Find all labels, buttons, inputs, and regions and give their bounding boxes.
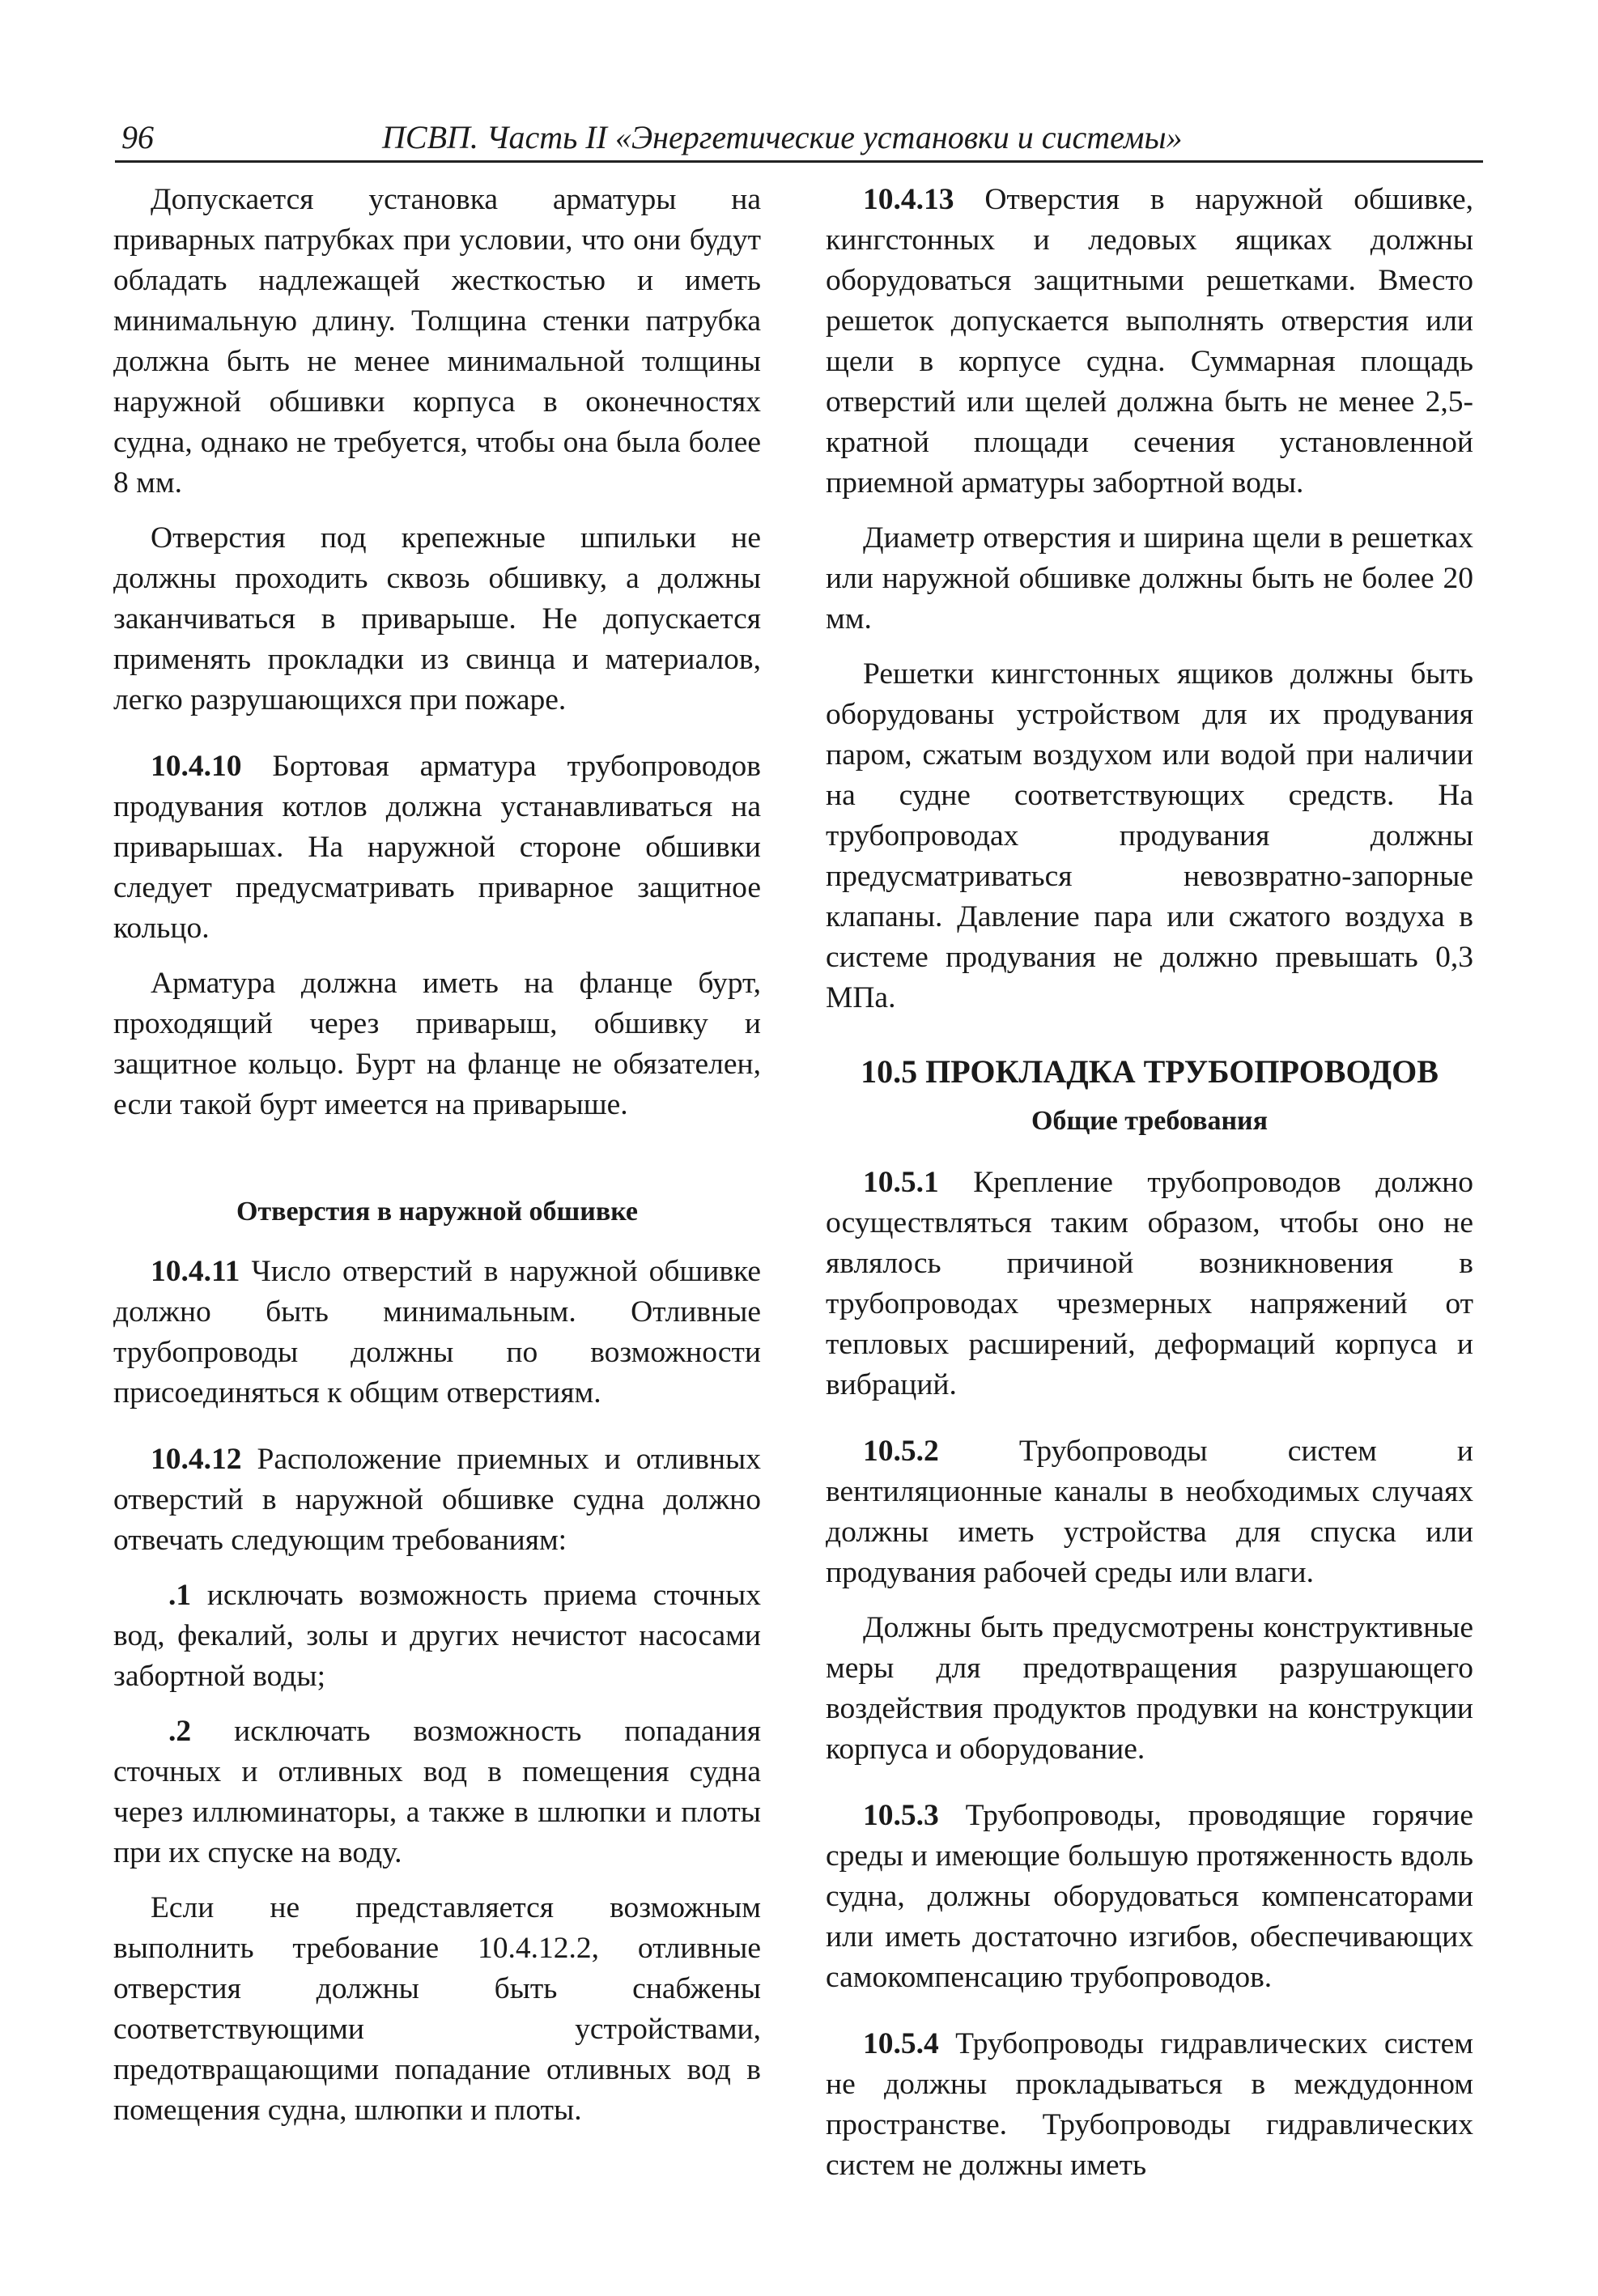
page-number: 96 bbox=[121, 119, 154, 155]
paragraph: Допускается установка арматуры на приварных патрубках при условии, что они будут обладать надлежащей жесткостью и иметь минимальную длину. Толщина стенки патрубка должна быть не менее минимальной толщины наружной обшивки корпуса в оконечностях судна, однако не требуется, чтобы она была более 8 мм. bbox=[113, 183, 761, 500]
clause-number: 10.5.3 bbox=[863, 1799, 939, 1832]
clause-10-5-1: 10.5.1 Крепление трубопроводов должно осуществляться таким образом, чтобы оно не являлось причиной возникновения в трубопроводах чрезмерных напряжений от тепловых расширений, деформаций корпуса и вибраций. bbox=[826, 1166, 1473, 1401]
clause-10-5-4: 10.5.4 Трубопроводы гидравлических систем не должны прокладываться в междудонном пространстве. Трубопроводы гидравлических систем не должны иметь bbox=[826, 2027, 1473, 2182]
paragraph: Решетки кингстонных ящиков должны быть оборудованы устройством для их продувания паром, сжатым воздухом или водой при наличии на судне соответствующих средств. На трубопроводах продувания должны предусматриваться невозвратно-запорные клапаны. Давление пара или сжатого воздуха в системе продувания не должно превышать 0,3 МПа. bbox=[826, 657, 1473, 1014]
clause-10-4-10: 10.4.10 Бортовая арматура трубопроводов продувания котлов должна устанавливаться на приварышах. На наружной стороне обшивки следует предусматривать приварное защитное кольцо. bbox=[113, 750, 761, 945]
clause-number: 10.4.10 bbox=[151, 750, 242, 783]
clause-10-5-2: 10.5.2 Трубопроводы систем и вентиляционные каналы в необходимых случаях должны иметь устройства для спуска или продувания рабочей среды или влаги. bbox=[826, 1435, 1473, 1589]
clause-10-4-11: 10.4.11 Число отверстий в наружной обшивке должно быть минимальным. Отливные трубопроводы должны по возможности присоединяться к общим отверстиям. bbox=[113, 1255, 761, 1409]
subheading-openings: Отверстия в наружной обшивке bbox=[236, 1197, 639, 1227]
running-header bbox=[115, 112, 1483, 163]
paragraph: Если не представляется возможным выполнить требование 10.4.12.2, отливные отверстия должны быть снабжены соответствующими устройствами, предотвращающими попадание отливных вод в помещения судна, шлюпки и плоты. bbox=[113, 1891, 761, 2127]
clause-10-4-12: 10.4.12 Расположение приемных и отливных отверстий в наружной обшивке судна должно отвечать следующим требованиям: bbox=[113, 1443, 761, 1557]
section-heading-10-5: 10.5 ПРОКЛАДКА ТРУБОПРОВОДОВ bbox=[861, 1053, 1439, 1090]
clause-number: 10.5.2 bbox=[863, 1435, 939, 1468]
clause-number: 10.5.4 bbox=[863, 2027, 939, 2060]
clause-number: 10.4.12 bbox=[151, 1443, 242, 1476]
running-title: ПСВП. Часть II «Энергетические установки и системы» bbox=[382, 119, 1183, 155]
clause-number: 10.4.11 bbox=[151, 1255, 240, 1288]
paragraph: Отверстия под крепежные шпильки не должны проходить сквозь обшивку, а должны заканчиваться в приварыше. Не допускается применять прокладки из свинца и материалов, легко разрушающихся при пожаре. bbox=[113, 521, 761, 716]
subheading-general: Общие требования bbox=[1031, 1106, 1269, 1136]
clause-10-5-3: 10.5.3 Трубопроводы, проводящие горячие среды и имеющие большую протяженность вдоль судна, должны оборудоваться компенсаторами или иметь достаточно изгибов, обеспечивающих самокомпенсацию трубопроводов. bbox=[826, 1799, 1473, 1994]
list-item: .1 исключать возможность приема сточных вод, фекалий, золы и других нечистот насосами забортной воды; bbox=[113, 1579, 761, 1693]
clause-number: 10.5.1 bbox=[863, 1166, 939, 1199]
paragraph: Арматура должна иметь на фланце бурт, проходящий через приварыш, обшивку и защитное кольцо. Бурт на фланце не обязателен, если такой бурт имеется на приварыше. bbox=[113, 967, 761, 1121]
clause-number: 10.4.13 bbox=[863, 183, 954, 216]
item-number: .2 bbox=[168, 1715, 192, 1748]
paragraph: Должны быть предусмотрены конструктивные меры для предотвращения разрушающего воздействия продуктов продувки на конструкции корпуса и оборудование. bbox=[826, 1611, 1473, 1766]
item-number: .1 bbox=[168, 1579, 192, 1612]
left-column bbox=[113, 180, 761, 2145]
clause-10-4-13: 10.4.13 Отверстия в наружной обшивке, кингстонных и ледовых ящиках должны оборудоваться защитными решетками. Вместо решеток допускается выполнять отверстия или щели в корпусе судна. Суммарная площадь отверстий или щелей должна быть не менее 2,5-кратной площади сечения установленной приемной арматуры забортной воды. bbox=[826, 183, 1473, 500]
paragraph: Диаметр отверстия и ширина щели в решетках или наружной обшивке должны быть не более 20 мм. bbox=[826, 521, 1473, 636]
list-item: .2 исключать возможность попадания сточных и отливных вод в помещения судна через иллюминаторы, а также в шлюпки и плоты при их спуске на воду. bbox=[113, 1715, 761, 1869]
right-column bbox=[826, 180, 1473, 2200]
